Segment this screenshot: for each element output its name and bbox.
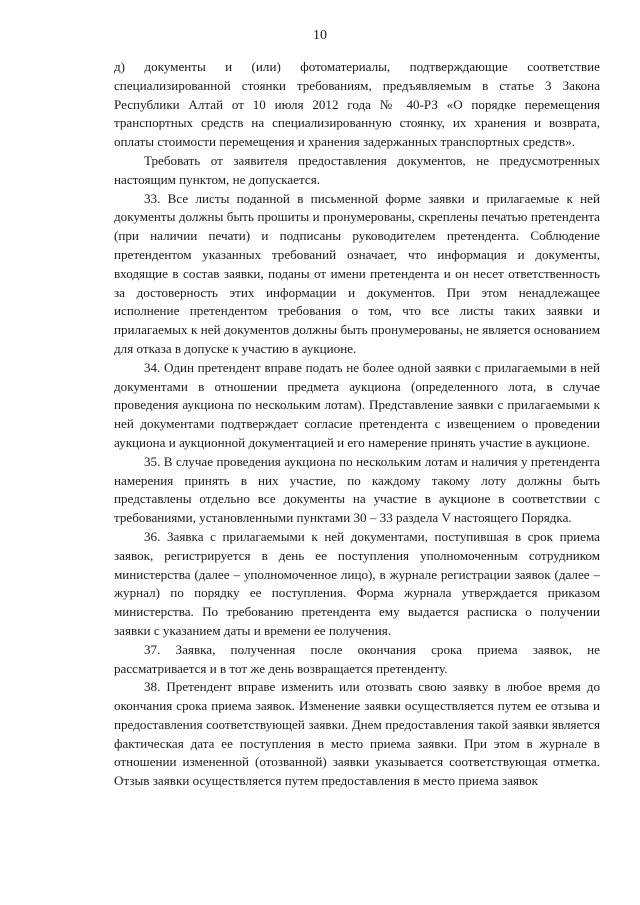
paragraph-d: д) документы и (или) фотоматериалы, подтверждающие соответствие специализированной стоянки требованиям, предъявляемым в статье 3 Закона Республики Алтай от 10 июля 2012 года № 40-РЗ «О порядке перемещения транспортных средств на специализированную стоянку, их хранения и возврата, оплаты стоимости перемещения и хранения задержанных транспортных средств».	[114, 59, 600, 150]
paragraph-33: 33. Все листы поданной в письменной форме заявки и прилагаемые к ней документы должны быть прошиты и пронумерованы, скреплены печатью претендента (при наличии печати) и подписаны руководителем претендента. Соблюдение претендентом указанных требований означает, что информация и документы, входящие в состав заявки, поданы от имени претендента и он несет ответственность за достоверность этих информации и документов. При этом ненадлежащее исполнение претендентом требования о том, что все листы таких заявки и прилагаемых к ней документов должны быть пронумерованы, не является основанием для отказа в допуске к участию в аукционе.	[114, 190, 600, 356]
paragraph-37: 37. Заявка, полученная после окончания срока приема заявок, не рассматривается и в тот же день возвращается претенденту.	[114, 641, 600, 676]
paragraph-36: 36. Заявка с прилагаемыми к ней документами, поступившая в срок приема заявок, регистрируется в день ее поступления уполномоченным сотрудником министерства (далее – уполномоченное лицо), в журнале регистрации заявок (далее – журнал) по порядку ее поступления. Форма журнала утверждается приказом министерства. По требованию претендента ему выдается расписка о получении заявки с указанием даты и времени ее получения.	[114, 528, 600, 638]
paragraph-prohibition: Требовать от заявителя предоставления документов, не предусмотренных настоящим пунктом, не допускается.	[114, 152, 600, 187]
paragraph-34: 34. Один претендент вправе подать не более одной заявки с прилагаемыми в ней документами в отношении предмета аукциона (определенного лота, в случае проведения аукциона по нескольким лотам). Представление заявки с прилагаемыми к ней документами подтверждает согласие претендента с извещением о проведении аукциона и аукционной документацией и его намерение принять участие в аукционе.	[114, 359, 600, 450]
document-body	[114, 58, 600, 791]
page-number: 10	[313, 28, 327, 43]
paragraph-35: 35. В случае проведения аукциона по нескольким лотам и наличия у претендента намерения принять в них участие, по каждому такому лоту должны быть представлены отдельно все документы на участие в аукционе в соответствии с требованиями, установленными пунктами 30 – 33 раздела V настоящего Порядка.	[114, 453, 600, 526]
paragraph-38: 38. Претендент вправе изменить или отозвать свою заявку в любое время до окончания срока приема заявок. Изменение заявки осуществляется путем ее отзыва и предоставления соответствующей заявки. Днем предоставления такой заявки является фактическая дата ее поступления в место приема заявки. При этом в журнале в отношении измененной (отозванной) заявки указывается соответствующая отметка. Отзыв заявки осуществляется путем предоставления в место приема заявок	[114, 679, 600, 789]
